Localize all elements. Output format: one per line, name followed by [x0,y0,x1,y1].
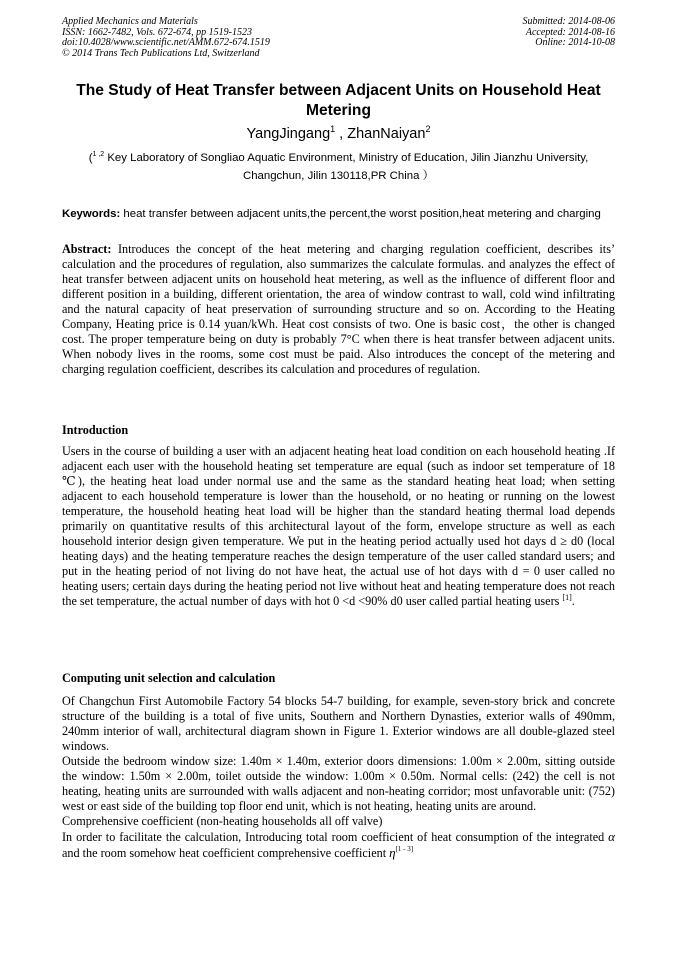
computing-section [62,694,615,862]
author-list [62,125,615,143]
citation-mark[interactable]: [1 - 3] [395,845,414,854]
accepted-date: Accepted: 2014-08-16 [525,26,615,38]
paper-title: The Study of Heat Transfer between Adjacent Units on Household Heat Metering [76,82,601,119]
keywords-text: heat transfer between adjacent units,the percent,the worst position,heat metering and charging [120,208,601,220]
introduction-text: Users in the course of building a user with an adjacent heating heat load condition on each household heating .If adjacent each user with the household heating set temperature are equal (such as indoor set temperature of 18 ℃), the heating heat load under normal use and the same as the standard heating heat load; when setting adjacent to each household temperature is lower than the household, or no heating or running on the lowest temperature, the household heating heat load will be higher than the standard heating thermal load depends primarily on quantitative results of this architectural layout of the form, envelope structure as well as each household interior design given temperature. We put in the heating period actually used hot days d ≥ d0 (local heating days) and the heating temperature reaches the design temperature of the user called standard users; and put in the heating period of not living do not have heat, the actual use of hot days with d = 0 user called no heating users; certain days during the heating period not live without heat and heating temperature does not reach the set temperature, the actual number of days with hot 0 <d <90% d0 user called partial heating users [62,444,615,609]
copyright-line: © 2014 Trans Tech Publications Ltd, Switzerland [62,47,260,59]
computing-paragraph-3: Comprehensive coefficient (non-heating households all off valve) [62,814,383,829]
abstract [62,242,615,377]
abstract-label: Abstract: [62,242,112,256]
author-affiliation-mark: 1 [330,124,336,134]
introduction-paragraph [62,444,615,610]
header-publication-info [62,17,270,59]
computing-paragraph-2: Outside the bedroom window size: 1.40m × 1.40m, exterior doors dimensions: 1.00m × 2.00m, sitting outside the window: 1.50m × 2.00m, toilet outside the window: 1.00m × 0.50m. Normal cells: (242) the cell is not heating, heating units are surrounded with walls adjacent and non-heating corridor; most unfavorable unit: (752) west or east side of the building top floor end unit, which is not heating, heating units are around. [62,754,615,814]
eta-symbol: η [389,845,396,861]
affiliation [62,150,615,185]
doi-line[interactable]: doi:10.4028/www.scientific.net/AMM.672-674.1519 [62,37,270,49]
introduction-end: . [571,594,575,609]
section-heading-introduction: Introduction [62,423,129,437]
journal-name: Applied Mechanics and Materials [62,16,198,27]
submitted-date: Submitted: 2014-08-06 [522,16,615,27]
citation-mark[interactable]: [1] [562,593,572,603]
section-heading-computing: Computing unit selection and calculation [62,671,276,685]
computing-paragraph-4-text-a: In order to facilitate the calculation, Introducing total room coefficient of heat consumption of the integrated [62,830,609,845]
author-affiliation-mark: 2 [425,124,431,134]
issn-line: ISSN: 1662-7482, Vols. 672-674, pp 1519-1523 [62,26,252,38]
affiliation-open-paren: ( [88,152,93,164]
online-date: Online: 2014-10-08 [535,37,615,49]
computing-paragraph-1: Of Changchun First Automobile Factory 54 blocks 54-7 building, for example, seven-story brick and concrete structure of the building is a total of five units, Southern and Northern Dynasties, exterior walls of 490mm, 240mm interior of wall, architectural diagram shown in Figure 1. Exterior windows are all double-glazed steel windows. [62,694,615,754]
computing-paragraph-4 [62,829,615,861]
computing-paragraph-4-text-b: and the room somehow heat coefficient comprehensive coefficient [62,846,390,861]
header-dates [523,17,616,49]
alpha-symbol: α [608,829,615,845]
author-name: YangJingang [246,126,331,142]
author-name: ZhanNaiyan [347,126,426,142]
keywords-label: Keywords: [62,208,121,220]
affiliation-marks: 1 ,2 [92,151,105,158]
keywords [62,207,615,222]
affiliation-text: Key Laboratory of Songliao Aquatic Environment, Ministry of Education, Jilin Jianzhu University, Changchun, Jilin 130118,PR China ） [104,152,589,182]
author-separator: , [335,126,348,142]
abstract-text: Introduces the concept of the heat metering and charging regulation coefficient, describes its’ calculation and the procedures of regulation, also summarizes the calculate formulas. and analyzes the effect of heat transfer between adjacent units on household heat metering, as well as the influence of different floor and different position in a building, different orientation, the area of window contrast to wall, cold wind infiltrating and the natural capacity of heat preservation of surrounding structure and so on. According to the Heating Company, Heating price is 0.14 yuan/kWh. Heat cost consists of two. One is basic cost，the other is changed cost. The proper temperature being on duty is probably 7°C when there is heat transfer between adjacent units. When nobody lives in the rooms, some cost must be paid. Also introduces the concept of the metering and charging regulation coefficient, describes its calculation and procedures of regulation. [62,242,615,377]
